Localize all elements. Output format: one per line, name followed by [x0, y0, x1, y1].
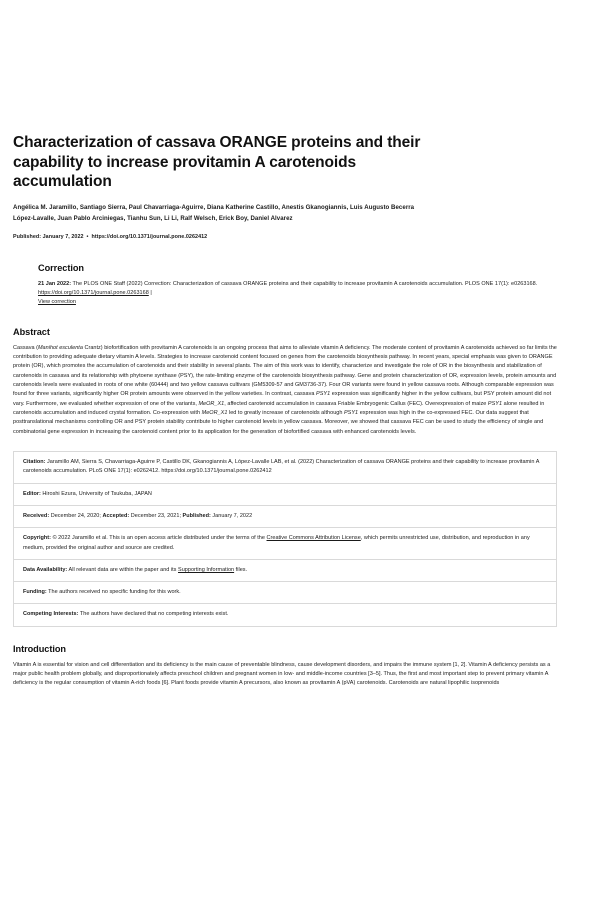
metadata-row-competing-interests — [14, 604, 556, 626]
citation-label: Citation: — [23, 459, 46, 466]
abstract-species-name: Manihot esculenta — [37, 344, 83, 351]
abstract-heading: Abstract — [13, 326, 50, 337]
abstract-body — [13, 344, 558, 437]
metadata-row-funding — [14, 582, 556, 604]
page-title: Characterization of cassava ORANGE proteins and their capability to increase provitamin A carotenoids accumulation — [13, 134, 421, 190]
introduction-section — [13, 644, 560, 689]
article-metadata-box — [13, 451, 557, 627]
introduction-body: Vitamin A is essential for vision and cell differentiation and its deficiency is the main cause of preventable blindness, cause development disorders, and impairs the immune system [1, 2]. Vitamin A deficiency persists as a major public health problem globally, and disproportionately affects preschool children and pregnant women in low- and middle-income countries [3–5]. Thus, the first and most important step to prevent primary vitamin A deficiency is the regular consumption of vitamin A-rich foods [6]. Plant foods provide vitamin A precursors, also known as provitamin A (pVA) carotenoids. Carotenoids are natural lipophilic isoprenoids — [13, 661, 551, 687]
abstract-text-2: Crantz) biofortification with provitamin A carotenoids is an ongoing process that aims to alleviate vitamin A deficiency. The moderate content of provitamin A carotenoids achieved so far limits the contribution to providing adequate dietary vitamin A levels. Strategies to increase carotenoid content focused on genes from the carotenoids biosynthesis pathway. In recent years, special emphasis was given to ORANGE protein (OR), which promotes the accumulation of carotenoids and their stability in several plants. The aim of this work was to identify, characterize and investigate the role of OR in the biosynthesis and stabilization of carotenoids in cassava and its relationship with phytoene synthase (PSY), the rate-limiting enzyme of the carotenoids biosynthesis pathway. Gene and protein characterization of OR, expression levels, protein amounts and carotenoids levels were evaluated in roots of one white (60444) and two yellow cassava cultivars (GM5309-57 and GM3736-37). Four OR variants were found in yellow cassava roots. Although comparable expression was found for three variants, significantly higher OR protein amounts were observed in the yellow varieties. In contrast, cassava — [13, 344, 557, 398]
publication-line — [13, 233, 560, 242]
metadata-row-dates — [14, 506, 556, 528]
abstract-section — [13, 327, 560, 437]
abstract-text-1: Cassava ( — [13, 344, 38, 351]
correction-date: 21 Jan 2022: — [38, 280, 72, 287]
correction-doi-link[interactable]: https://doi.org/10.1371/journal.pone.0263168 — [38, 289, 149, 296]
abstract-text-6: led to greatly increase of carotenoids although — [227, 409, 344, 416]
published-label-meta: Published: — [182, 512, 211, 519]
received-value: December 24, 2020; — [49, 512, 103, 519]
metadata-row-copyright — [14, 528, 556, 560]
funding-value: The authors received no specific funding for this work. — [46, 589, 181, 596]
published-value-meta: January 7, 2022 — [210, 512, 253, 519]
abstract-gene-psy1-b: PSY1 — [487, 400, 503, 407]
data-availability-text-1: All relevant data are within the paper and its — [67, 566, 179, 573]
correction-separator: | — [148, 289, 152, 296]
copyright-label: Copyright: — [23, 535, 52, 542]
competing-interests-label: Competing Interests: — [23, 611, 79, 618]
competing-interests-value: The authors have declared that no competing interests exist. — [78, 611, 229, 618]
abstract-gene-meor-x1-b: MeOR_X1 — [201, 409, 228, 416]
doi-link[interactable]: https://doi.org/10.1371/journal.pone.0262412 — [91, 233, 208, 240]
abstract-gene-psy1-c: PSY1 — [343, 409, 359, 416]
metadata-row-editor — [14, 484, 556, 506]
copyright-text-1: © 2022 Jaramillo et al. This is an open access article distributed under the terms of the — [51, 535, 267, 542]
data-availability-text-2: files. — [234, 566, 248, 573]
received-label: Received: — [23, 512, 50, 519]
correction-text: The PLOS ONE Staff (2022) Correction: Characterization of cassava ORANGE proteins and their capability to increase provitamin A carotenoids accumulation. PLOS ONE 17(1): e0263168. — [71, 280, 538, 287]
introduction-heading: Introduction — [13, 643, 66, 654]
citation-value: Jaramillo AM, Sierra S, Chavarriaga-Aguirre P, Castillo DK, Gkanogiannis A, López-Lavalle LAB, et al. (2022) Characterization of cassava ORANGE proteins and their capability to increase provitamin A carotenoids accumulation. PLoS ONE 17(1): e0262412. https://doi.org/10.1371/journal.pone.0262412 — [23, 459, 540, 475]
published-date: January 7, 2022 — [42, 233, 84, 240]
view-correction-link[interactable]: View correction — [38, 299, 76, 306]
bullet-separator-icon: • — [86, 233, 89, 240]
accepted-label: Accepted: — [102, 512, 130, 519]
published-label: Published: — [13, 233, 42, 240]
creative-commons-license-link[interactable]: Creative Commons Attribution License — [266, 535, 361, 542]
abstract-text-5: alone resulted in carotenoids accumulation and induced crystal formation. Co-expression with — [13, 400, 545, 416]
accepted-value: December 23, 2021; — [129, 512, 183, 519]
metadata-row-citation — [14, 452, 556, 484]
copyright-text-2: , which permits unrestricted use, distribution, and reproduction in any medium, provided the original author and source are credited. — [23, 535, 530, 551]
data-availability-label: Data Availability: — [23, 566, 68, 573]
abstract-text-3: expression was significantly higher in the yellow cultivars, but PSY protein amount did not vary. Furthermore, we evaluated whether expression of one of the variants, — [13, 391, 552, 407]
correction-body — [38, 280, 554, 308]
supporting-information-link[interactable]: Supporting Information — [178, 566, 235, 573]
abstract-gene-meor-x1-a: MeOR_X1 — [198, 400, 225, 407]
funding-label: Funding: — [23, 589, 47, 596]
author-list: Angélica M. Jaramillo, Santiago Sierra, Paul Chavarriaga-Aguirre, Diana Katherine Castillo, Anestis Gkanogiannis, Luis Augusto Becerra López-Lavalle, Juan Pablo Arciniegas, Tianhu Sun, Li Li, Ralf Welsch, Erick Boy, Daniel Alvarez — [13, 203, 415, 223]
metadata-row-data-availability — [14, 560, 556, 582]
correction-heading: Correction — [38, 262, 84, 273]
abstract-text-4: , affected carotenoid accumulation in cassava Friable Embryogenic Callus (FEC). Overexpression of maize — [224, 400, 488, 407]
editor-value: Hiroshi Ezura, University of Tsukuba, JAPAN — [40, 490, 152, 497]
abstract-gene-psy1-a: PSY1 — [316, 391, 331, 398]
correction-section — [13, 263, 560, 308]
abstract-text-7: expression was high in the co-expressed FEC. Our data suggest that posttranslational mechanisms controlling OR and PSY protein stability contribute to higher carotenoid levels in yellow cassava. Moreover, we showed that cassava FEC can be used to study the efficiency of single and combinatorial gene expression in increasing the carotenoid content prior to its application for the generation of biofortified cassava with enhanced carotenoids levels. — [13, 409, 544, 435]
editor-label: Editor: — [23, 490, 41, 497]
